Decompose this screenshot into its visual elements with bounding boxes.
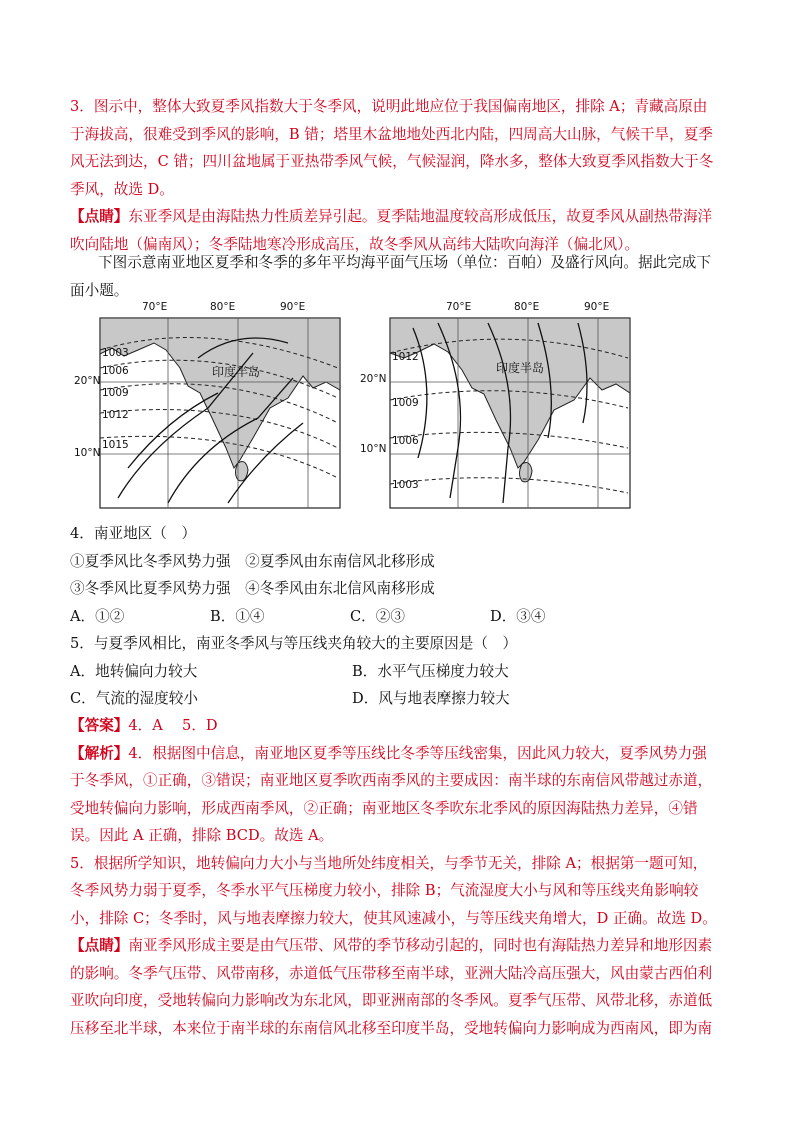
option[interactable]: D．风与地表摩擦力较大: [352, 690, 510, 707]
answer-label: 【答案】: [70, 717, 129, 734]
summer-map: [74, 298, 348, 518]
options-row: [70, 658, 732, 686]
tip-line: [70, 203, 732, 231]
text-line: 风无法到达，C 错；四川盆地属于亚热带季风气候，气候湿润，降水多，整体大致夏季风指数大于冬: [70, 153, 714, 170]
statement-line: ③冬季风比夏季风势力强 ④冬季风由东北信风南移形成: [70, 580, 435, 597]
lon-label: 70°E: [446, 301, 472, 313]
lon-label: 90°E: [280, 301, 306, 313]
isobar-label: 1012: [102, 409, 129, 421]
options-row: [70, 685, 732, 713]
text-line: 东亚季风是由海陆热力性质差异引起。夏季陆地温度较高形成低压，故夏季风从副热带海洋: [128, 208, 713, 225]
region-label: 印度半岛: [496, 361, 545, 375]
text-line: 4．根据图中信息，南亚地区夏季等压线比冬季等压线密集，因此风力较大，夏季风势力强: [128, 744, 707, 762]
option[interactable]: B．水平气压梯度力较大: [352, 662, 509, 680]
isobar-label: 1006: [102, 365, 129, 377]
text-line: 于冬季风，①正确，③错误；南亚地区夏季吹西南季风的主要成因：南半球的东南信风带越过赤道，: [70, 772, 713, 789]
lon-label: 70°E: [142, 301, 168, 313]
text-line: 的影响。冬季气压带、风带南移，赤道低气压带移至南半球，亚洲大陆冷高压强大，风由蒙古西伯利: [70, 964, 713, 982]
lon-label: 90°E: [584, 301, 610, 313]
lon-label: 80°E: [210, 301, 236, 313]
lat-label: 10°N: [74, 447, 101, 459]
text-line: 误。因此 A 正确，排除 BCD。故选 A。: [70, 827, 334, 844]
prev-answer-paragraph: [70, 93, 732, 258]
lon-label: 80°E: [514, 301, 540, 313]
question-4: [70, 520, 732, 630]
text-line: 3．图示中，整体大致夏季风指数大于冬季风，说明此地应位于我国偏南地区，排除 A；青藏高原由: [70, 98, 708, 115]
text-line: 南亚季风形成主要是由气压带、风带的季节移动引起的，同时也有海陆热力差异和地形因素: [128, 937, 713, 954]
option[interactable]: C．②③: [350, 607, 405, 625]
text-line: 下图示意南亚地区夏季和冬季的多年平均海平面气压场（单位：百帕）及盛行风向。据此完成下: [98, 254, 711, 271]
analysis-label: 【解析】: [70, 744, 129, 762]
isobar-label: 1009: [392, 397, 419, 409]
option[interactable]: C．气流的湿度较小: [70, 690, 198, 707]
text-line: 5．根据所学知识，地转偏向力大小与当地所处纬度相关，与季节无关，排除 A；根据第一题可知，: [70, 854, 708, 872]
isobar-label: 1006: [392, 435, 419, 447]
text-line: 于海拔高，很难受到季风的影响，B 错；塔里木盆地地处西北内陆，四周高大山脉，气候干旱，夏季: [70, 125, 713, 143]
pressure-maps-figure: [74, 298, 648, 518]
tip-label: 【点睛】: [70, 208, 129, 225]
text-line: 压移至北半球，本来位于南半球的东南信风北移至印度半岛，受地转偏向力影响成为西南风，即为南: [70, 1019, 713, 1037]
text-line: 受地转偏向力影响，形成西南季风，②正确；南亚地区冬季吹东北季风的原因海陆热力差异，④错: [70, 799, 698, 817]
tip-label: 【点睛】: [70, 937, 129, 954]
isobar-label: 1009: [102, 387, 129, 399]
figure-intro: [70, 249, 732, 304]
statement-line: ①夏季风比冬季风势力强 ②夏季风由东南信风北移形成: [70, 552, 435, 570]
analysis-line: [70, 740, 732, 768]
isobar-label: 1015: [102, 439, 129, 451]
answer-text: 4．A 5．D: [128, 717, 218, 734]
isobar-label: 1003: [392, 479, 419, 491]
text-line: 冬季风势力弱于夏季，冬季水平气压梯度力较小，排除 B；气流湿度大小与风和等压线夹角影响较: [70, 882, 699, 899]
question-stem: 4．南亚地区（ ）: [70, 525, 197, 542]
isobar-label: 1012: [392, 351, 419, 363]
answer-analysis: [70, 712, 732, 1042]
question-5: [70, 630, 732, 713]
answer-line: [70, 712, 732, 740]
region-label: 印度半岛: [212, 365, 261, 379]
lat-label: 20°N: [360, 373, 387, 385]
option[interactable]: A．①②: [70, 607, 125, 625]
option[interactable]: A．地转偏向力较大: [70, 662, 198, 680]
question-stem: 5．与夏季风相比，南亚冬季风与等压线夹角较大的主要原因是（ ）: [70, 635, 518, 652]
option[interactable]: B．①④: [210, 607, 265, 625]
isobar-label: 1003: [102, 347, 129, 359]
text-line: 亚吹向印度，受地转偏向力影响改为东北风，即亚洲南部的冬季风。夏季气压带、风带北移，赤道低: [70, 992, 713, 1009]
lat-label: 10°N: [360, 443, 387, 455]
options-row: [70, 603, 732, 631]
text-line: 面小题。: [70, 281, 129, 299]
text-line: 小，排除 C；冬季时，风与地表摩擦力较大，使其风速减小，与等压线夹角增大，D 正确。故选 D。: [70, 909, 717, 927]
option[interactable]: D．③④: [490, 607, 546, 625]
tip-line: [70, 932, 732, 960]
text-line: 吹向陆地（偏南风）；冬季陆地寒冷形成高压，故冬季风从高纬大陆吹向海洋（偏北风）。: [70, 235, 640, 253]
winter-map: [360, 298, 638, 518]
lat-label: 20°N: [74, 375, 101, 387]
text-line: 季风，故选 D。: [70, 180, 174, 198]
